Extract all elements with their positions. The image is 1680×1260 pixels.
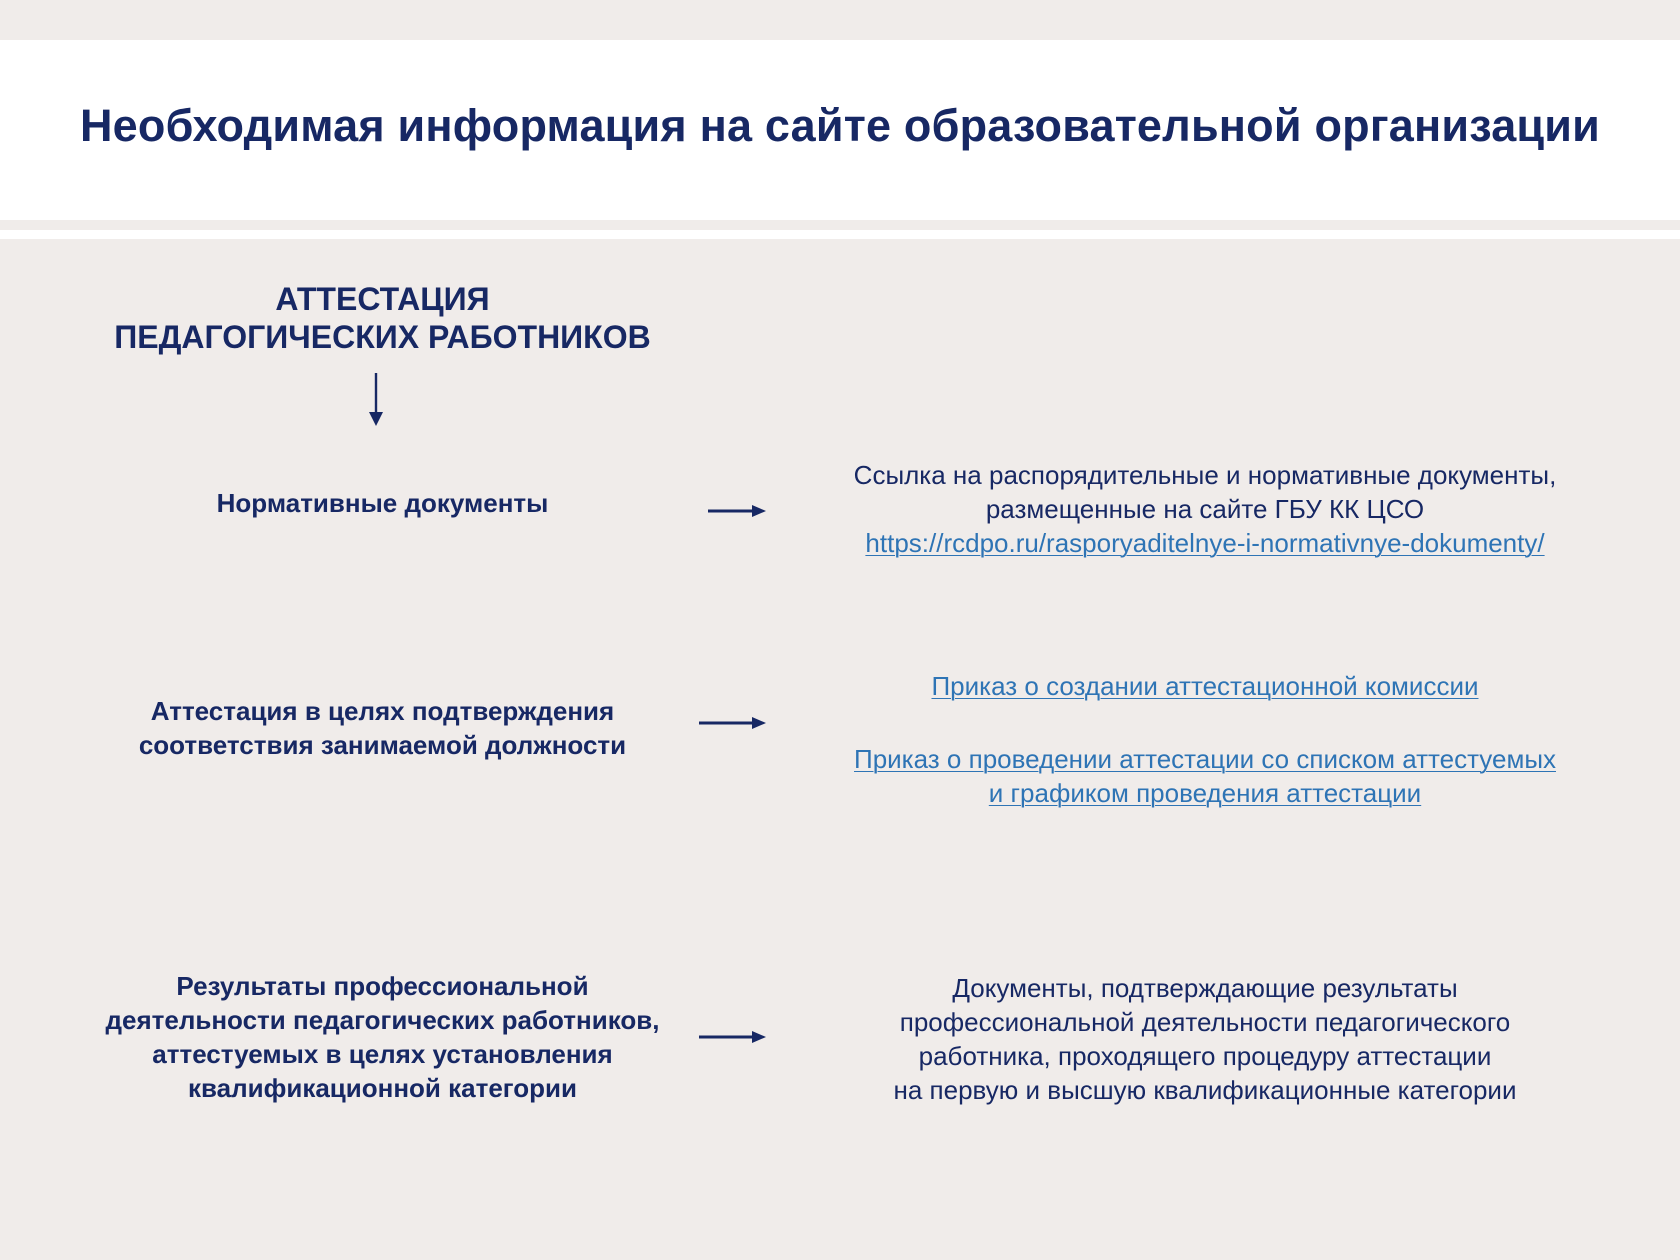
down-arrow-icon	[366, 372, 386, 428]
header-divider	[0, 230, 1680, 239]
left-item-line: соответствия занимаемой должности	[138, 730, 627, 760]
right-item-qualification	[800, 971, 1610, 1107]
right-item-line: Документы, подтверждающие результаты	[952, 973, 1458, 1003]
section-title-line: АТТЕСТАЦИЯ	[275, 281, 490, 317]
right-item-position-attestation	[800, 669, 1610, 703]
section-title	[80, 280, 685, 356]
right-item-normative-docs	[800, 458, 1610, 560]
left-item-line: деятельности педагогических работников,	[105, 1005, 660, 1035]
right-arrow-icon	[697, 713, 768, 733]
commission-order-link[interactable]: Приказ о создании аттестационной комиссии	[931, 671, 1479, 701]
right-item-line: на первую и высшую квалификационные категории	[893, 1075, 1517, 1105]
left-item-position-attestation	[70, 694, 695, 762]
right-item-line: профессиональной деятельности педагогического	[899, 1007, 1511, 1037]
left-item-line: Результаты профессиональной	[176, 971, 589, 1001]
left-item-line: Нормативные документы	[216, 488, 549, 518]
right-item-line: работника, проходящего процедуру аттестации	[918, 1041, 1492, 1071]
left-item-line: квалификационной категории	[187, 1073, 578, 1103]
attestation-order-link[interactable]: Приказ о проведении аттестации со списком аттестуемых	[854, 744, 1556, 774]
left-item-line: Аттестация в целях подтверждения	[150, 696, 615, 726]
left-item-normative-docs	[70, 486, 695, 520]
right-arrow-icon	[697, 1027, 768, 1047]
right-item-line: размещенные на сайте ГБУ КК ЦСО	[985, 494, 1425, 524]
page-title: Необходимая информация на сайте образовательной организации	[79, 100, 1601, 151]
right-arrow-icon	[706, 501, 768, 521]
normative-docs-link[interactable]: https://rcdpo.ru/rasporyaditelnye-i-normativnye-dokumenty/	[865, 528, 1545, 558]
right-item-attestation-order	[800, 742, 1610, 810]
right-item-line: Ссылка на распорядительные и нормативные документы,	[853, 460, 1557, 490]
left-item-qualification	[70, 969, 695, 1105]
attestation-order-link[interactable]: и графиком проведения аттестации	[988, 778, 1422, 808]
left-item-line: аттестуемых в целях установления	[152, 1039, 613, 1069]
section-title-line: ПЕДАГОГИЧЕСКИХ РАБОТНИКОВ	[114, 319, 651, 355]
